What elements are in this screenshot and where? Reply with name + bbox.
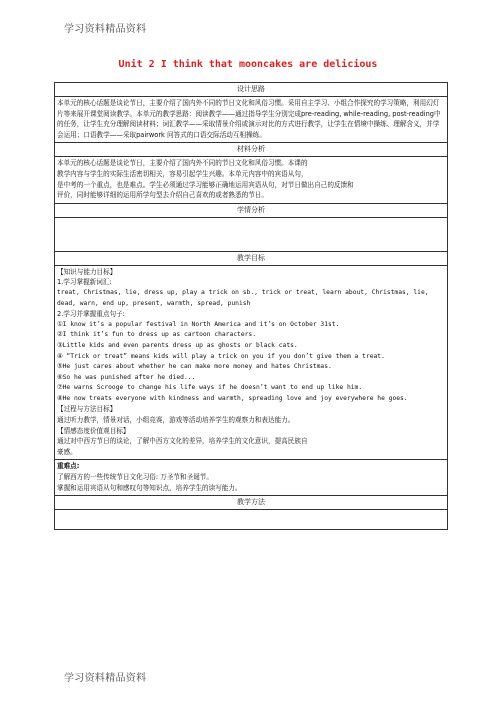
design-heading: 设计思路 [55,83,447,97]
emotion-heading: 【情感态度价值观目标】 [57,426,130,435]
document-title: Unit 2 I think that mooncakes are delicious [118,59,378,70]
objectives-content [55,266,447,461]
learner-heading: 学情分析 [55,204,447,218]
emotion-text-2: 豪感。 [57,447,77,456]
keypoints-line-2: 掌握和运用宾语从句和感叹句等知识点，培养学生的读写能力。 [57,483,242,492]
process-heading: 【过程与方法目标】 [57,405,117,414]
sentence-item: ③Little kids and even parents dress up as ghosts or black cats. [57,341,298,349]
methods-content-empty [55,510,447,529]
material-text [55,157,447,203]
sentence-item: ⑧He now treats everyone with kindness and warmth, spreading love and joy everywhere he goes. [57,394,408,402]
sentence-item: ⑦He warns Scrooge to change his life ways if he doesn’t want to end up like him. [57,384,363,392]
sentence-item: ④ “Trick or treat” means kids will play a trick on you if you don’t give them a treat. [57,352,385,360]
design-text [55,97,447,143]
keypoints-content [55,460,447,496]
objectives-heading: 教学目标 [55,252,447,266]
vocab-label: 1.学习掌握新词汇: [57,278,112,287]
emotion-text-1: 通过对中西方节日的谈论，了解中西方文化的差异，培养学生的文化意识，提高民族自 [57,437,308,446]
lesson-plan-table [54,82,448,530]
material-line-1: 本单元的核心话题是谈论节日，主要介绍了国内外不同的节日文化和风俗习惯。本课的 [57,159,308,168]
sentence-item: ⑤He just cares about whether he can make more money and hates Christmas. [57,363,332,371]
methods-heading: 教学方法 [55,496,447,510]
header-watermark: 学习资料精品资料 [64,24,147,35]
sentence-item: ①I know it’s a popular festival in North America and it’s on October 31st. [57,320,340,328]
material-line-4: 评价，同时能够详细的运用所学句型去介绍自己喜欢的或者熟悉的节日。 [57,191,268,200]
footer-watermark: 学习资料精品资料 [64,673,147,684]
material-line-2: 教学内容与学生的实际生活密切相关，容易引起学生兴趣。本单元内容中的宾语从句， [57,169,308,178]
sentences-label: 2.学习并掌握重点句子: [57,310,125,319]
design-paragraph: 本单元的核心话题是谈论节日，主要介绍了国内外不同的节日文化和风俗习惯。采用自主学习、小组合作探究的学习策略，利用幻灯片等来展开课堂阅读教学。本单元的教学思路：阅读教学——通过指导学生分别完成pre-reading, while-reading, post-reading中的任务，让学生充分理解阅读材料；词汇教学——采取情景介绍或演示对比的方式进行教学，让学生在情境中操练、理解含义，并学会运用；口语教学——采取pairwork 问答式的口语交际活动互相操练。 [57,99,441,139]
sentence-item: ⑥So he was punished after he died... [57,373,196,381]
keypoints-heading: 重难点: [57,462,80,471]
process-text: 通过听力教学，情景对话，小组竞赛，游戏等活动培养学生的观察力和表达能力。 [57,416,295,425]
vocab-list: treat, Christmas, lie, dress up, play a trick on sb., trick or treat, learn about, Christmas, lie, dead, warn, end up, present, warmth, spread, punish [57,288,429,307]
keypoints-line-1: 了解西方的一些传统节日文化习俗: 万圣节和圣诞节。 [57,473,213,482]
learner-content-empty [55,218,447,252]
sentence-item: ②I think it’s fun to dress up as cartoon characters. [57,331,256,339]
knowledge-heading: 【知识与能力目标】 [57,267,117,276]
material-line-3: 是中考的一个重点，也是难点。学生必须通过学习能够正确地运用宾语从句，对节日做出自己的反馈和 [57,180,354,189]
material-heading: 材料分析 [55,143,447,157]
